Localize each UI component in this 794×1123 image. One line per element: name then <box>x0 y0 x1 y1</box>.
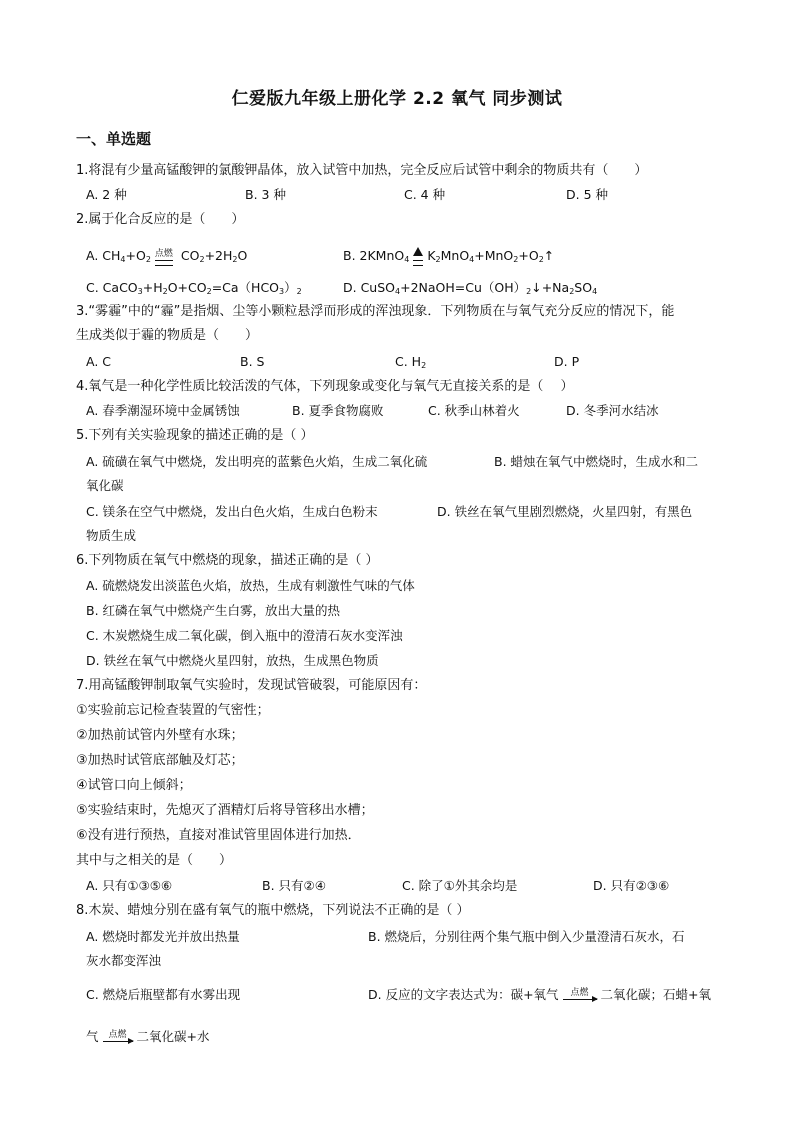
q1-option-d[interactable]: D. 5 种 <box>566 187 608 202</box>
q2-option-c-label: C. CaCO <box>86 280 138 295</box>
q7-option-d[interactable]: D. 只有②③⑥ <box>593 878 670 893</box>
q7-option-b[interactable]: B. 只有②④ <box>262 878 326 893</box>
question-2-stem: 2.属于化合反应的是（ ） <box>76 212 245 227</box>
q5-option-c[interactable]: C. 镁条在空气中燃烧，发出白色火焰，生成白色粉末 <box>86 504 378 519</box>
q7-option-c[interactable]: C. 除了①外其余均是 <box>402 878 518 893</box>
question-8-stem: 8.木炭、蜡烛分别在盛有氧气的瓶中燃烧，下列说法不正确的是（ ） <box>76 903 470 918</box>
question-6-stem: 6.下列物质在氧气中燃烧的现象，描述正确的是（ ） <box>76 553 379 568</box>
q6-option-c[interactable]: C. 木炭燃烧生成二氧化碳，倒入瓶中的澄清石灰水变浑浊 <box>86 628 403 643</box>
q8-option-d-cont-pre: 气 <box>86 1029 99 1044</box>
q7-item-1: ①实验前忘记检查装置的气密性； <box>76 703 270 718</box>
section-heading: 一、单选题 <box>76 130 152 148</box>
q5-option-a[interactable]: A. 硫磺在氧气中燃烧，发出明亮的蓝紫色火焰，生成二氧化硫 <box>86 454 428 469</box>
q5-option-b-cont: 氧化碳 <box>86 478 124 493</box>
ignite-arrow-label: 点燃 <box>570 988 589 998</box>
question-1-stem: 1.将混有少量高锰酸钾的氯酸钾晶体，放入试管中加热，完全反应后试管中剩余的物质共有（ ） <box>76 163 648 178</box>
q7-item-3: ③加热时试管底部触及灯芯； <box>76 753 244 768</box>
ignite-label: 点燃 <box>154 249 173 259</box>
page-title: 仁爱版九年级上册化学 2.2 氧气 同步测试 <box>231 89 563 109</box>
q2-option-b[interactable]: B. 2KMnO$_4$ $K_2MnO_4+MnO_2+O_2↑$ <box>343 248 555 264</box>
q6-option-a[interactable]: A. 硫燃烧发出淡蓝色火焰，放热，生成有刺激性气味的气体 <box>86 578 415 593</box>
q7-item-2: ②加热前试管内外壁有水珠； <box>76 728 244 743</box>
q3-option-c[interactable]: C. $H_2$ <box>395 354 427 370</box>
q8-option-d-label: D. 反应的文字表达式为：碳+氧气 <box>368 987 559 1002</box>
q8-option-b[interactable]: B. 燃烧后，分别往两个集气瓶中倒入少量澄清石灰水，石 <box>368 929 685 944</box>
q5-option-d-cont: 物质生成 <box>86 528 137 543</box>
q8-option-d-cont <box>86 1026 210 1048</box>
q1-option-b[interactable]: B. 3 种 <box>245 187 286 202</box>
q2-option-c[interactable]: C. $CaCO_3+H_2O+CO_2=Ca(HCO_3)_2$ <box>86 280 302 296</box>
q5-option-b[interactable]: B. 蜡烛在氧气中燃烧时，生成水和二 <box>494 454 699 469</box>
q2-option-a[interactable]: A. $CH_4+O_2$点燃 $CO_2+2H_2O$ <box>86 248 248 264</box>
q2-option-a-label: A. CH <box>86 248 121 263</box>
q3-option-a[interactable]: A. C <box>86 354 112 369</box>
q6-option-d[interactable]: D. 铁丝在氧气中燃烧火星四射，放热，生成黑色物质 <box>86 653 379 668</box>
ignite-arrow-sign-2 <box>103 1030 133 1042</box>
q8-option-d-mid: 二氧化碳；石蜡+氧 <box>600 987 712 1002</box>
ignite-condition-sign <box>155 249 173 266</box>
q7-item-4: ④试管口向上倾斜； <box>76 778 192 793</box>
question-4-stem: 4.氧气是一种化学性质比较活泼的气体，下列现象或变化与氧气无直接关系的是（ ） <box>76 379 574 394</box>
q1-option-a[interactable]: A. 2 种 <box>86 187 127 202</box>
q8-option-a[interactable]: A. 燃烧时都发光并放出热量 <box>86 929 240 944</box>
q8-option-d-cont-post: 二氧化碳+水 <box>136 1029 210 1044</box>
q5-option-d[interactable]: D. 铁丝在氧气里剧烈燃烧，火星四射，有黑色 <box>437 504 693 519</box>
q3-option-d[interactable]: D. P <box>554 354 580 369</box>
ignite-arrow-sign <box>563 988 597 1000</box>
question-3-stem-line2: 生成类似于霾的物质是（ ） <box>76 328 259 343</box>
q1-option-c[interactable]: C. 4 种 <box>404 187 446 202</box>
question-3-stem-line1: 3.“雾霾”中的“霾”是指烟、尘等小颗粒悬浮而形成的浑浊现象．下列物质在与氧气充分反应的情况下，能 <box>76 304 675 319</box>
q4-option-b[interactable]: B. 夏季食物腐败 <box>292 403 384 418</box>
q4-option-d[interactable]: D. 冬季河水结冰 <box>566 403 659 418</box>
q2-option-d-label: D. CuSO <box>343 280 395 295</box>
q8-option-c[interactable]: C. 燃烧后瓶壁都有水雾出现 <box>86 987 241 1002</box>
q3-option-b[interactable]: B. S <box>240 354 265 369</box>
question-7-stem: 7.用高锰酸钾制取氧气实验时，发现试管破裂，可能原因有： <box>76 678 427 693</box>
q2-option-d[interactable]: D. $CuSO_4+2NaOH=Cu(OH)_2↓+Na_2SO_4$ <box>343 280 598 296</box>
q4-option-c[interactable]: C. 秋季山林着火 <box>428 403 520 418</box>
q8-option-b-cont: 灰水都变浑浊 <box>86 953 162 968</box>
q3-option-c-label: C. H <box>395 354 422 369</box>
ignite-arrow-label-2: 点燃 <box>108 1030 127 1040</box>
q7-item-5: ⑤实验结束时，先熄灭了酒精灯后将导管移出水槽； <box>76 803 374 818</box>
q2-option-b-label: B. 2KMnO <box>343 248 405 263</box>
heat-triangle-icon <box>413 247 423 256</box>
q4-option-a[interactable]: A. 春季潮湿环境中金属锈蚀 <box>86 403 240 418</box>
heat-condition-sign <box>413 247 423 266</box>
q7-option-a[interactable]: A. 只有①③⑤⑥ <box>86 878 173 893</box>
q7-ask: 其中与之相关的是（ ） <box>76 853 233 868</box>
q7-item-6: ⑥没有进行预热，直接对准试管里固体进行加热． <box>76 828 361 843</box>
question-5-stem: 5.下列有关实验现象的描述正确的是（ ） <box>76 428 314 443</box>
q8-option-d[interactable] <box>368 984 711 1006</box>
q6-option-b[interactable]: B. 红磷在氧气中燃烧产生白雾，放出大量的热 <box>86 603 341 618</box>
